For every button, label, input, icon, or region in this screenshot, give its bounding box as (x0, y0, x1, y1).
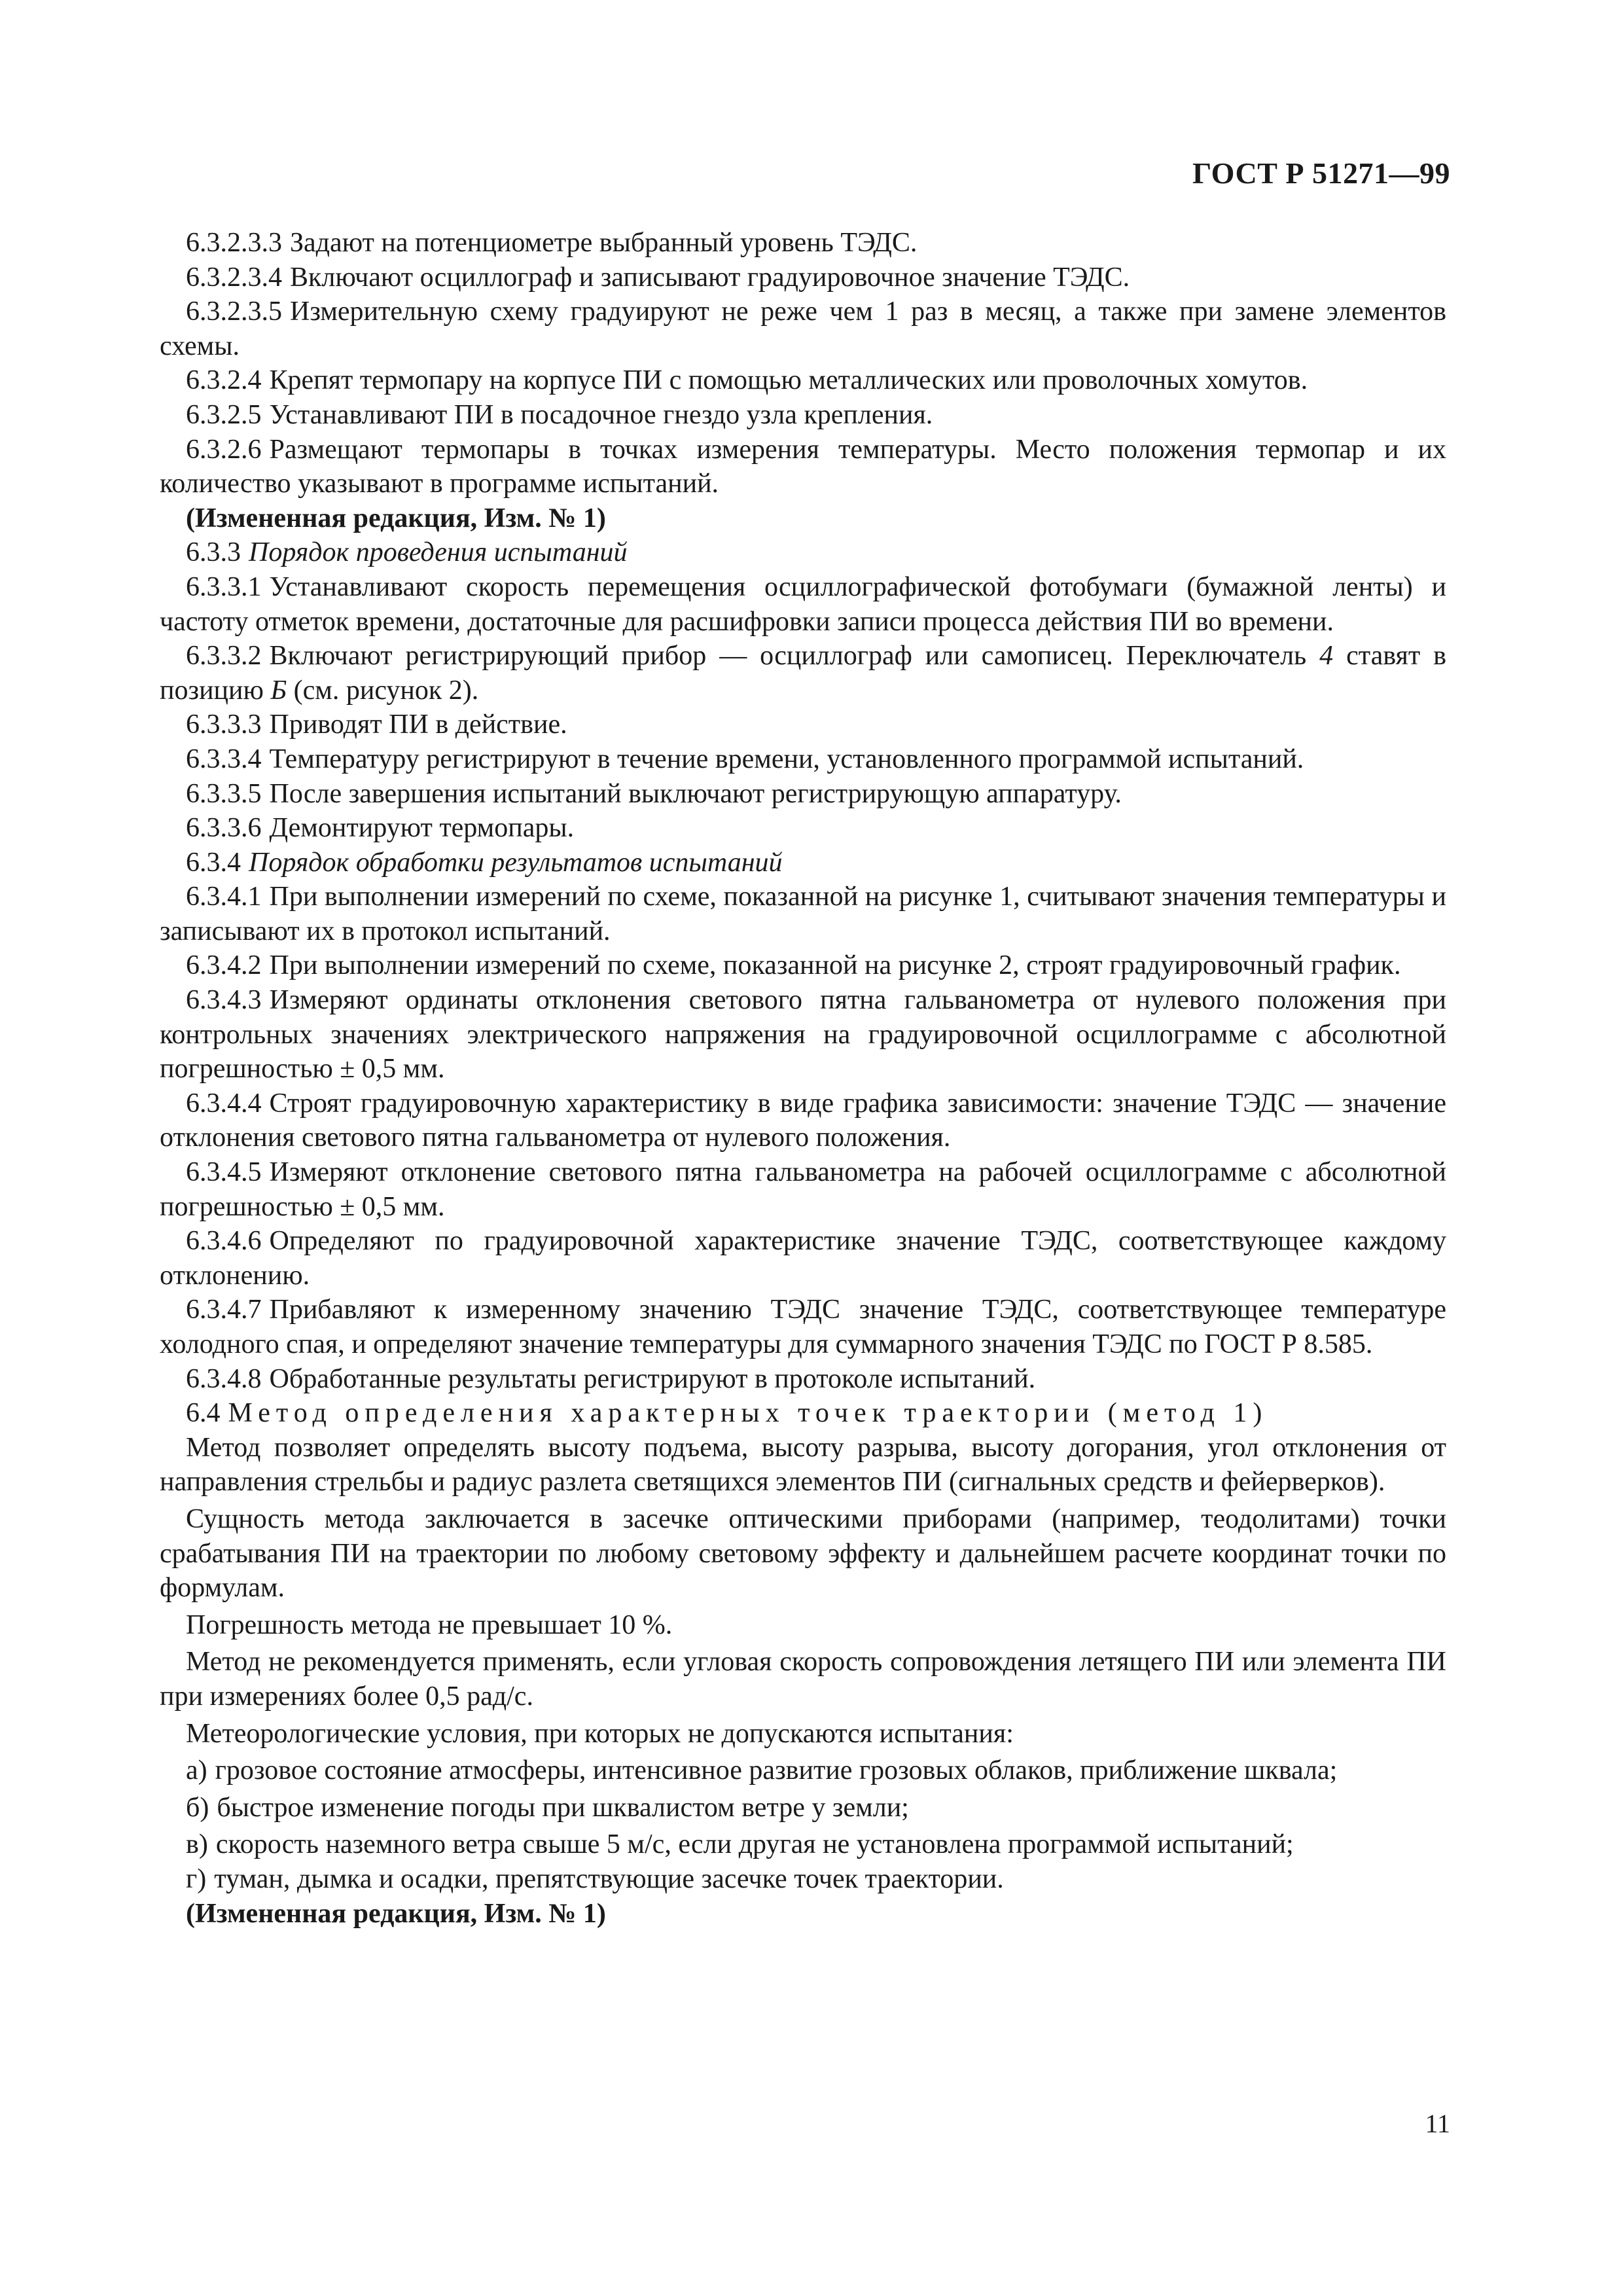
clause-number: 6.3.2.3.4 (186, 262, 282, 293)
clause-text: Обработанные результаты регистрируют в протоколе испытаний. (269, 1363, 1036, 1394)
clause-number: 6.3.2.3.3 (186, 228, 282, 258)
position-letter: Б (270, 675, 287, 706)
list-item (160, 1791, 1446, 1825)
paragraph (160, 983, 1446, 1086)
paragraph (160, 948, 1446, 983)
clause-number: 6.3.4.2 (186, 950, 262, 981)
clause-text: Включают регистрирующий прибор — осциллограф или самописец. Переключатель (269, 641, 1307, 672)
body-text: Метод не рекомендуется применять, если угловая скорость сопровождения летящего ПИ или элемента ПИ при измерениях более 0,5 рад/с. (160, 1647, 1446, 1712)
paragraph (160, 398, 1446, 433)
clause-number: 6.3.3.1 (186, 571, 262, 602)
method-title: Метод определения характерных точек траектории (метод 1) (228, 1398, 1268, 1429)
section-title: Порядок обработки результатов испытаний (249, 847, 783, 878)
list-text: грозовое состояние атмосферы, интенсивное развитие грозовых облаков, приближение шквала; (215, 1755, 1338, 1786)
clause-text: Измеряют ординаты отклонения светового пятна гальванометра от нулевого положения при контрольных значениях электрического напряжения на градуировочной осциллограмме с абсолютной погрешностью ± 0,5 мм. (160, 985, 1446, 1085)
paragraph (160, 708, 1446, 742)
clause-text: Устанавливают скорость перемещения осциллографической фотобумаги (бумажной ленты) и частоту отметок времени, достаточные для расшифровки записи процесса действия ПИ во времени. (160, 571, 1446, 637)
body-text: Метод позволяет определять высоту подъема, высоту разрыва, высоту догорания, угол отклонения от направления стрельбы и радиус разлета светящихся элементов ПИ (сигнальных средств и фейерверков). (160, 1432, 1446, 1498)
paragraph (160, 295, 1446, 363)
clause-number: 6.3.2.3.5 (186, 296, 282, 327)
clause-text: Измеряют отклонение светового пятна гальванометра на рабочей осциллограмме с абсолютной погрешностью ± 0,5 мм. (160, 1157, 1446, 1222)
paragraph (160, 639, 1446, 708)
clause-number: 6.3.2.6 (186, 434, 262, 465)
clause-number: 6.3.4.3 (186, 985, 262, 1016)
amendment-note (160, 1897, 1446, 1931)
clause-text: Строят градуировочную характеристику в виде графика зависимости: значение ТЭДС — значение отклонения светового пятна гальванометра от нулевого положения. (160, 1088, 1446, 1153)
body-text: Сущность метода заключается в засечке оптическими приборами (например, теодолитами) точки срабатывания ПИ на траектории по любому световому эффекту и дальнейшем расчете координат точки по формулам. (160, 1503, 1446, 1604)
clause-text: Температуру регистрируют в течение времени, установленного программой испытаний. (269, 744, 1304, 774)
switch-number: 4 (1319, 641, 1334, 672)
clause-number: 6.3.4.8 (186, 1363, 262, 1394)
paragraph (160, 363, 1446, 398)
paragraph (160, 777, 1446, 812)
clause-number: 6.3.4.6 (186, 1226, 262, 1257)
figure-reference: (см. рисунок 2). (293, 675, 479, 706)
paragraph (160, 880, 1446, 948)
clause-text: Определяют по градуировочной характеристике значение ТЭДС, соответствующее каждому отклонению. (160, 1226, 1446, 1291)
paragraph (160, 260, 1446, 295)
paragraph (160, 1431, 1446, 1499)
paragraph (160, 1362, 1446, 1397)
paragraph (160, 1086, 1446, 1155)
clause-number: 6.4 (186, 1398, 221, 1429)
method-heading (160, 1396, 1446, 1431)
paragraph (160, 570, 1446, 639)
page-number: 11 (1425, 2109, 1450, 2138)
clause-text: Размещают термопары в точках измерения температуры. Место положения термопар и их количество указывают в программе испытаний. (160, 434, 1446, 499)
list-marker: в) (186, 1829, 208, 1860)
paragraph (160, 811, 1446, 846)
section-title: Порядок проведения испытаний (249, 537, 628, 568)
list-item (160, 1827, 1446, 1862)
clause-text-cont: ставят в позицию (160, 641, 1447, 706)
paragraph (160, 1224, 1446, 1293)
clause-number: 6.3.4 (186, 847, 241, 878)
amendment-note (160, 501, 1446, 536)
paragraph (160, 1608, 1446, 1643)
clause-text: Включают осциллограф и записывают градуировочное значение ТЭДС. (290, 262, 1130, 293)
paragraph (160, 1293, 1446, 1361)
list-text: быстрое изменение погоды при шквалистом ветре у земли; (217, 1792, 909, 1823)
paragraph (160, 433, 1446, 501)
list-marker: г) (186, 1863, 207, 1894)
document-body (160, 226, 1446, 1931)
clause-text: Измерительную схему градуируют не реже чем 1 раз в месяц, а также при замене элементов схемы. (160, 296, 1446, 361)
list-marker: а) (186, 1755, 207, 1786)
clause-text: После завершения испытаний выключают регистрирующую аппаратуру. (269, 778, 1122, 809)
clause-text: При выполнении измерений по схеме, показанной на рисунке 1, считывают значения температуры и записывают их в протокол испытаний. (160, 882, 1446, 946)
clause-number: 6.3.3.4 (186, 744, 262, 774)
section-heading (160, 535, 1446, 570)
body-text: Метеорологические условия, при которых не допускаются испытания: (186, 1718, 1014, 1749)
body-text: Погрешность метода не превышает 10 %. (186, 1609, 673, 1640)
document-code-header: ГОСТ Р 51271—99 (1192, 156, 1450, 190)
clause-number: 6.3.3 (186, 537, 241, 568)
paragraph (160, 1502, 1446, 1605)
amendment-text: (Измененная редакция, Изм. № 1) (186, 1898, 606, 1929)
paragraph (160, 226, 1446, 260)
list-item (160, 1753, 1446, 1788)
clause-number: 6.3.2.5 (186, 399, 262, 430)
clause-number: 6.3.4.7 (186, 1295, 262, 1325)
clause-text: Задают на потенциометре выбранный уровень ТЭДС. (290, 228, 918, 258)
paragraph (160, 1717, 1446, 1751)
clause-number: 6.3.3.6 (186, 813, 262, 844)
clause-text: Прибавляют к измеренному значению ТЭДС значение ТЭДС, соответствующее температуре холодного спая, и определяют значение температуры для суммарного значения ТЭДС по ГОСТ Р 8.585. (160, 1295, 1446, 1359)
clause-number: 6.3.4.1 (186, 882, 262, 912)
clause-text: При выполнении измерений по схеме, показанной на рисунке 2, строят градуировочный график. (269, 950, 1401, 981)
paragraph (160, 1155, 1446, 1224)
clause-number: 6.3.4.5 (186, 1157, 262, 1188)
clause-number: 6.3.2.4 (186, 365, 262, 396)
list-item (160, 1862, 1446, 1897)
amendment-text: (Измененная редакция, Изм. № 1) (186, 503, 606, 533)
list-marker: б) (186, 1792, 209, 1823)
clause-number: 6.3.3.3 (186, 709, 262, 740)
clause-number: 6.3.3.2 (186, 641, 262, 672)
clause-text: Приводят ПИ в действие. (269, 709, 567, 740)
list-text: скорость наземного ветра свыше 5 м/с, если другая не установлена программой испытаний; (215, 1829, 1294, 1860)
section-heading (160, 846, 1446, 880)
clause-text: Крепят термопару на корпусе ПИ с помощью металлических или проволочных хомутов. (269, 365, 1308, 396)
clause-text: Устанавливают ПИ в посадочное гнездо узла крепления. (269, 399, 933, 430)
paragraph (160, 1645, 1446, 1713)
paragraph (160, 742, 1446, 777)
clause-number: 6.3.4.4 (186, 1088, 262, 1119)
clause-number: 6.3.3.5 (186, 778, 262, 809)
clause-text: Демонтируют термопары. (269, 813, 575, 844)
list-text: туман, дымка и осадки, препятствующие засечке точек траектории. (214, 1863, 1004, 1894)
